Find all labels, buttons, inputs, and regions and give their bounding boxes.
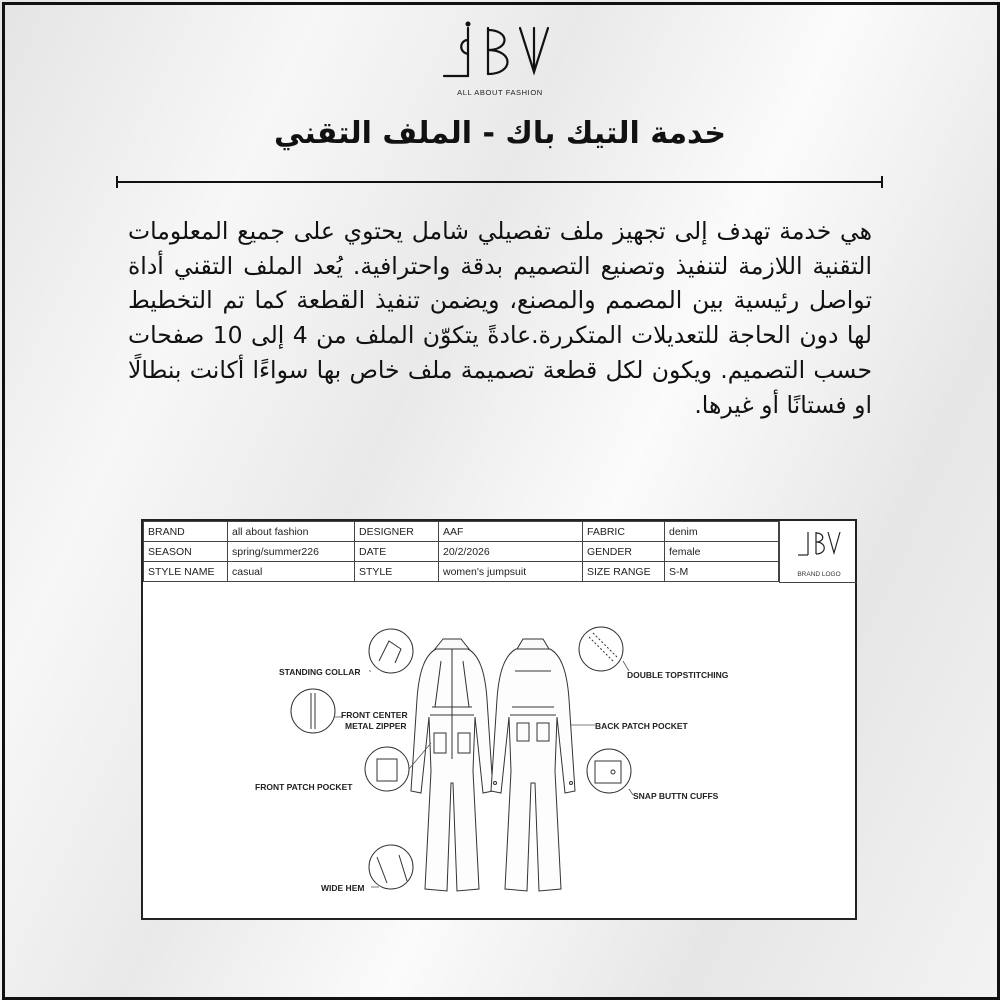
detail-zipper-circle [291, 689, 335, 733]
spec-value: 20/2/2026 [439, 542, 583, 562]
jumpsuit-front-drawing [411, 639, 493, 891]
tech-pack-sheet [141, 519, 857, 920]
spec-label: SIZE RANGE [583, 562, 665, 582]
spec-value: S-M [665, 562, 779, 582]
page-title: خدمة التيك باك - الملف التقني [273, 116, 726, 151]
callout-snap-cuffs: SNAP BUTTN CUFFS [633, 791, 719, 801]
description-paragraph: هي خدمة تهدف إلى تجهيز ملف تفصيلي شامل يحتوي على جميع المعلومات التقنية اللازمة لتنفيذ وتصنيع التصميم بدقة واحترافية. يُعد الملف التقني أداة تواصل رئيسية بين المصمم والمصنع، ويضمن تنفيذ القطعة كما تم التخطيط لها دون الحاجة للتعديلات المتكررة.عادةً يتكوّن الملف من 4 إلى 10 صفحات حسب التصميم. ويكون لكل قطعة تصميمة ملف خاص بها سواءًا أكانت بنطالًا او فستانًا أو غيرها. [128, 217, 873, 419]
spec-value: all about fashion [228, 522, 355, 542]
spec-value: denim [665, 522, 779, 542]
spec-label: GENDER [583, 542, 665, 562]
callout-back-patch-pocket: BACK PATCH POCKET [595, 721, 688, 731]
spec-label: STYLE [355, 562, 439, 582]
divider-cap-right [881, 176, 883, 188]
callout-wide-hem: WIDE HEM [321, 883, 365, 893]
title-divider [117, 181, 883, 183]
spec-label: FABRIC [583, 522, 665, 542]
divider-cap-left [116, 176, 118, 188]
spec-label: SEASON [144, 542, 228, 562]
callout-double-topstitching: DOUBLE TOPSTITCHING [627, 670, 729, 680]
detail-front-pocket-circle [365, 747, 409, 791]
jumpsuit-flat-sketch [143, 521, 859, 922]
brand-logo-label: BRAND LOGO [797, 571, 841, 578]
spec-value: spring/summer226 [228, 542, 355, 562]
callout-front-zipper-2: METAL ZIPPER [345, 721, 407, 731]
detail-cuff-circle [587, 749, 631, 793]
detail-hem-circle [369, 845, 413, 889]
callout-front-patch-pocket: FRONT PATCH POCKET [255, 782, 353, 792]
aaf-monogram-icon [430, 18, 570, 80]
detail-collar-circle [369, 629, 413, 673]
spec-value: female [665, 542, 779, 562]
spec-label: DATE [355, 542, 439, 562]
spec-label: STYLE NAME [144, 562, 228, 582]
callout-standing-collar: STANDING COLLAR [279, 667, 361, 677]
spec-label: DESIGNER [355, 522, 439, 542]
spec-value: casual [228, 562, 355, 582]
jumpsuit-back-drawing [491, 639, 575, 891]
brand-logo [430, 18, 570, 100]
callout-front-zipper-1: FRONT CENTER [341, 710, 408, 720]
spec-value: women's jumpsuit [439, 562, 583, 582]
spec-value: AAF [439, 522, 583, 542]
logo-tagline: ALL ABOUT FASHION [457, 88, 543, 97]
spec-label: BRAND [144, 522, 228, 542]
